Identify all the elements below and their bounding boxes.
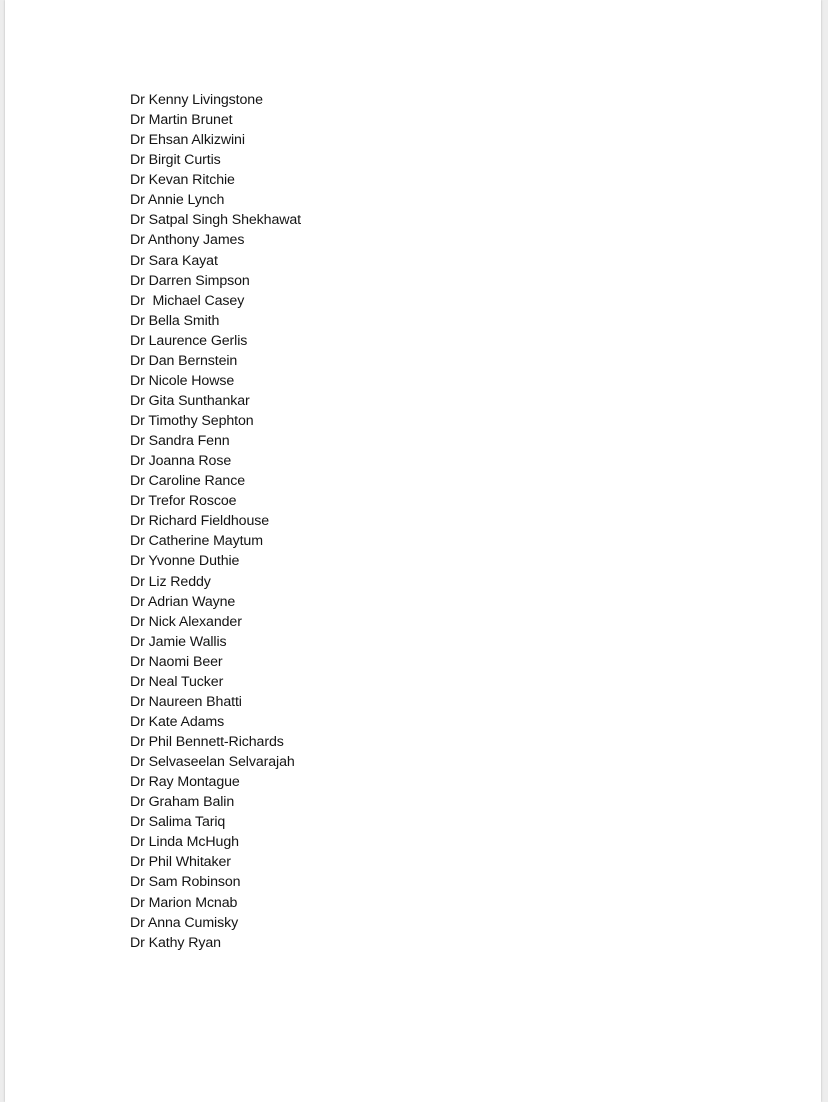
doctor-name: Dr Naomi Beer (130, 653, 223, 670)
doctor-name: Dr Linda McHugh (130, 834, 239, 851)
doctor-name: Dr Sara Kayat (130, 252, 218, 269)
doctor-name: Dr Bella Smith (130, 312, 220, 329)
doctor-name: Dr Yvonne Duthie (130, 553, 240, 570)
doctor-name: Dr Anthony James (130, 232, 245, 249)
doctor-name: Dr Kathy Ryan (130, 934, 221, 951)
doctor-name: Dr Birgit Curtis (130, 152, 221, 169)
doctor-name: Dr Timothy Sephton (130, 413, 254, 429)
doctor-name: Dr Phil Whitaker (130, 854, 231, 871)
doctor-name: Dr Gita Sunthankar (130, 392, 250, 409)
doctor-name: Dr Nicole Howse (130, 372, 235, 389)
doctor-name-list (130, 90, 301, 953)
doctor-name: Dr Darren Simpson (130, 272, 250, 289)
doctor-name: Dr Naureen Bhatti (130, 693, 242, 710)
doctor-name: Dr Kate Adams (130, 713, 225, 730)
doctor-name: Dr Liz Reddy (130, 573, 211, 590)
doctor-name: Dr Sandra Fenn (130, 433, 230, 450)
doctor-name: Dr Kenny Livingstone (130, 92, 263, 108)
doctor-name: Dr Sam Robinson (130, 874, 241, 891)
doctor-name: Dr Dan Bernstein (130, 352, 238, 369)
doctor-name: Dr Phil Bennett-Richards (130, 734, 284, 750)
doctor-name: Dr Satpal Singh Shekhawat (130, 212, 302, 229)
doctor-name: Dr Martin Brunet (130, 112, 233, 129)
doctor-name: Dr Michael Casey (130, 292, 245, 309)
doctor-name: Dr Ehsan Alkizwini (130, 132, 245, 149)
doctor-name: Dr Marion Mcnab (130, 894, 238, 911)
doctor-name: Dr Ray Montague (130, 774, 240, 791)
document-page (5, 0, 821, 1102)
doctor-name: Dr Jamie Wallis (130, 633, 227, 650)
doctor-name: Dr Laurence Gerlis (130, 332, 248, 349)
doctor-name: Dr Richard Fieldhouse (130, 513, 270, 530)
doctor-name: Dr Annie Lynch (130, 192, 225, 209)
doctor-name: Dr Graham Balin (130, 794, 235, 811)
doctor-name: Dr Salima Tariq (130, 814, 226, 831)
doctor-name: Dr Joanna Rose (130, 453, 232, 470)
doctor-name: Dr Adrian Wayne (130, 593, 236, 610)
doctor-name: Dr Trefor Roscoe (130, 493, 237, 510)
doctor-name: Dr Nick Alexander (130, 613, 242, 630)
doctor-name: Dr Selvaseelan Selvarajah (130, 754, 295, 771)
doctor-name: Dr Kevan Ritchie (130, 172, 235, 189)
doctor-name: Dr Catherine Maytum (130, 533, 263, 550)
doctor-name: Dr Anna Cumisky (130, 914, 239, 931)
doctor-name: Dr Caroline Rance (130, 473, 246, 490)
doctor-name: Dr Neal Tucker (130, 673, 224, 690)
